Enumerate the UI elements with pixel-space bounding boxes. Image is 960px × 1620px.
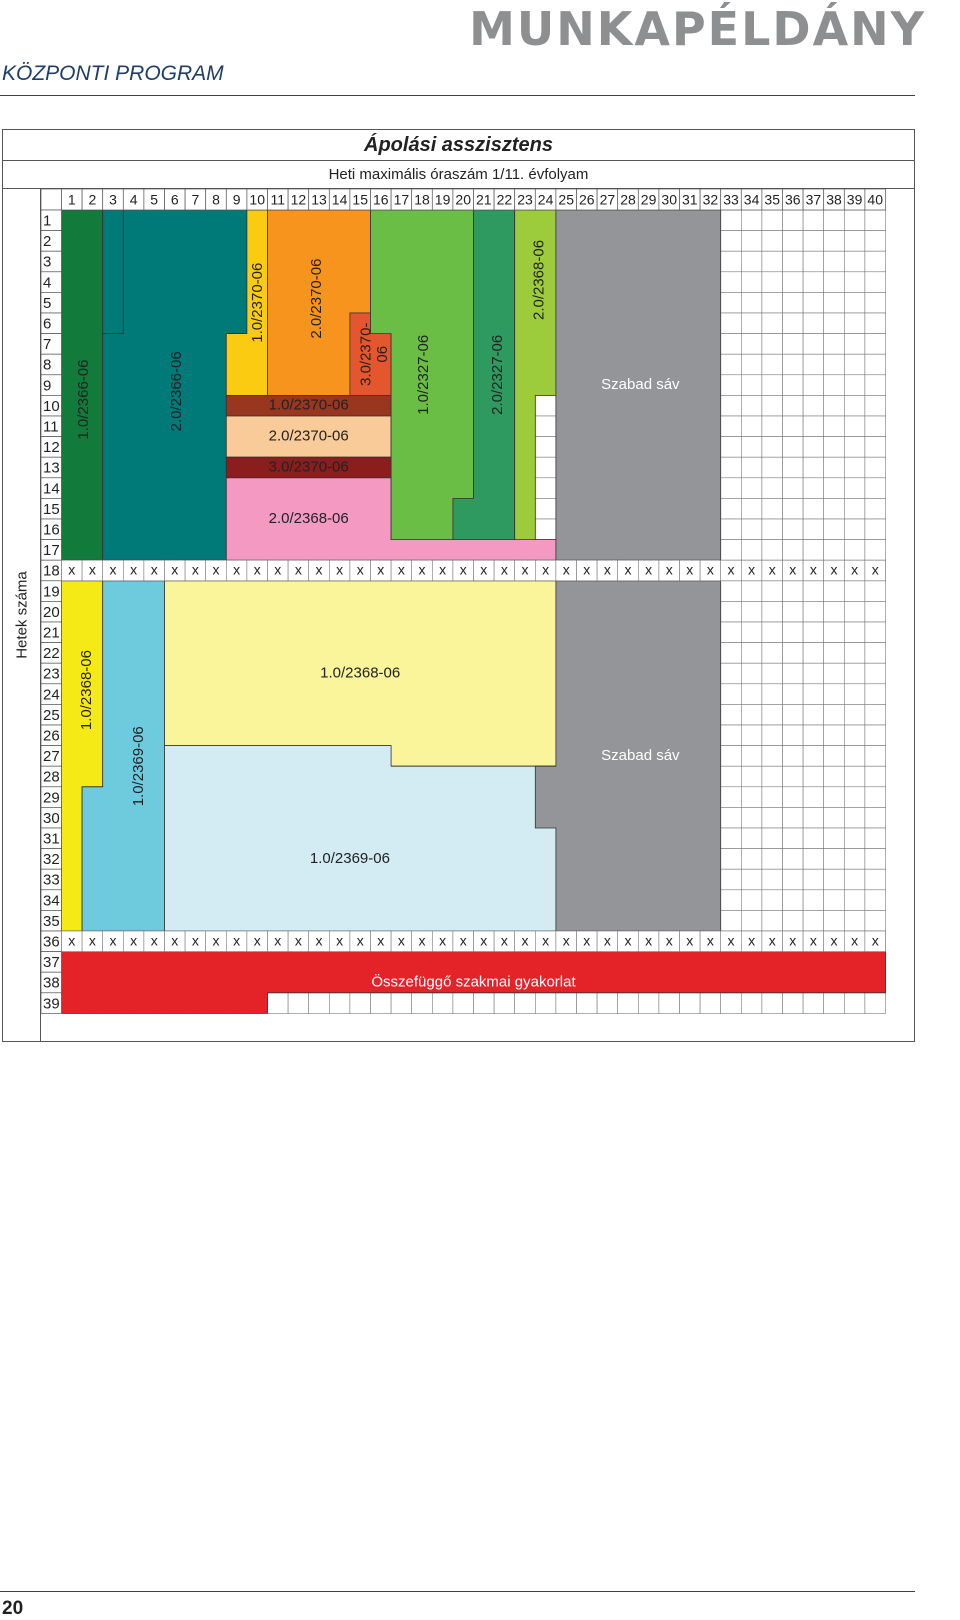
column-header-label: 16	[373, 191, 389, 208]
row-header-label: 5	[43, 294, 52, 312]
row-header-label: 9	[43, 377, 52, 395]
break-mark: x	[789, 932, 797, 949]
break-mark: x	[418, 561, 426, 578]
module-block-label: 2.0/2368-06	[530, 239, 548, 321]
break-mark: x	[871, 561, 879, 578]
module-block-label: Szabad sáv	[601, 376, 680, 394]
break-mark: x	[397, 932, 405, 949]
break-mark: x	[377, 932, 385, 949]
row-header-label: 18	[43, 562, 60, 580]
break-mark: x	[377, 561, 385, 578]
row-header-label: 26	[43, 727, 60, 745]
break-mark: x	[171, 932, 179, 949]
module-block-label: 1.0/2327-06	[415, 334, 433, 415]
break-mark: x	[274, 932, 282, 949]
row-header-label: 32	[43, 851, 60, 869]
module-block	[165, 746, 556, 931]
row-header-label: 36	[43, 933, 60, 951]
module-block-label: 1.0/2370-06	[249, 262, 267, 343]
column-header-label: 7	[191, 191, 200, 208]
column-header-label: 2	[88, 191, 97, 208]
break-mark: x	[748, 932, 756, 949]
column-header-label: 9	[232, 191, 241, 208]
break-mark: x	[191, 561, 199, 578]
break-mark: x	[150, 561, 158, 578]
column-header-label: 19	[434, 191, 451, 208]
break-mark: x	[459, 561, 467, 578]
column-header-label: 14	[331, 191, 348, 208]
column-header-label: 25	[558, 191, 574, 208]
row-header-label: 37	[43, 954, 60, 972]
row-header-label: 20	[43, 603, 60, 621]
row-header-label: 34	[43, 892, 60, 910]
column-header-label: 31	[682, 191, 698, 208]
break-mark: x	[562, 932, 570, 949]
break-mark: x	[480, 932, 488, 949]
column-header-label: 37	[805, 191, 822, 208]
break-mark: x	[109, 932, 117, 949]
module-block-label: 1.0/2368-06	[78, 650, 96, 731]
break-mark: x	[356, 561, 364, 578]
break-mark: x	[171, 561, 179, 578]
break-mark: x	[583, 932, 591, 949]
break-mark: x	[789, 561, 797, 578]
module-block-label: Összefüggő szakmai gyakorlat	[371, 973, 576, 991]
row-header-label: 1	[43, 212, 52, 230]
break-mark: x	[336, 932, 344, 949]
break-mark: x	[521, 932, 529, 949]
column-header-label: 33	[723, 191, 739, 208]
column-header-label: 29	[640, 191, 657, 208]
column-header-label: 36	[785, 191, 801, 208]
table-title: Ápolási asszisztens	[2, 129, 915, 161]
row-header-label: 30	[43, 809, 60, 827]
column-header-label: 4	[129, 191, 138, 208]
row-header-label: 14	[43, 480, 60, 498]
module-block-label: 3.0/2370-	[357, 322, 375, 386]
column-header-label: 15	[352, 191, 368, 208]
column-header-label: 21	[476, 191, 492, 208]
break-mark: x	[727, 561, 735, 578]
break-mark: x	[233, 932, 241, 949]
break-mark: x	[830, 932, 838, 949]
row-header-label: 19	[43, 583, 60, 601]
break-mark: x	[253, 561, 261, 578]
row-header-label: 28	[43, 768, 60, 786]
break-mark: x	[645, 561, 653, 578]
break-mark: x	[439, 932, 447, 949]
column-header-label: 24	[537, 191, 554, 208]
break-mark: x	[294, 561, 302, 578]
break-mark: x	[439, 561, 447, 578]
row-header-label: 4	[43, 274, 52, 292]
header-corner-cell	[41, 189, 62, 210]
break-mark: x	[727, 932, 735, 949]
break-mark: x	[624, 932, 632, 949]
break-mark: x	[809, 932, 817, 949]
table-subtitle: Heti maximális óraszám 1/11. évfolyam	[2, 160, 915, 189]
row-header-label: 38	[43, 974, 60, 992]
module-block-label: 2.0/2368-06	[268, 509, 349, 527]
column-header-label: 30	[661, 191, 677, 208]
break-mark: x	[542, 561, 550, 578]
column-header-label: 35	[764, 191, 780, 208]
break-mark: x	[851, 561, 859, 578]
row-header-label: 2	[43, 233, 52, 251]
break-mark: x	[130, 932, 138, 949]
break-mark: x	[336, 561, 344, 578]
break-mark: x	[459, 932, 467, 949]
break-mark: x	[686, 932, 694, 949]
break-mark: x	[521, 561, 529, 578]
column-header-label: 3	[109, 191, 117, 208]
break-mark: x	[603, 932, 611, 949]
break-mark: x	[315, 561, 323, 578]
break-mark: x	[397, 561, 405, 578]
row-header-label: 24	[43, 686, 60, 704]
break-mark: x	[480, 561, 488, 578]
column-header-label: 23	[517, 191, 533, 208]
column-header-label: 13	[311, 191, 327, 208]
break-mark: x	[500, 561, 508, 578]
row-header-label: 33	[43, 871, 60, 889]
column-header-label: 38	[826, 191, 842, 208]
watermark-title: MUNKAPÉLDÁNY	[469, 2, 926, 56]
module-block-label: 1.0/2366-06	[75, 359, 93, 440]
row-header-label: 6	[43, 315, 52, 333]
module-block-label: 06	[373, 345, 391, 363]
column-header-label: 39	[846, 191, 863, 208]
break-mark: x	[88, 561, 96, 578]
break-mark: x	[768, 932, 776, 949]
break-mark: x	[68, 561, 76, 578]
row-header-label: 23	[43, 665, 60, 683]
break-mark: x	[603, 561, 611, 578]
break-mark: x	[851, 932, 859, 949]
break-mark: x	[88, 932, 96, 949]
section-title: KÖZPONTI PROGRAM	[2, 62, 224, 85]
break-mark: x	[68, 932, 76, 949]
column-header-label: 18	[414, 191, 430, 208]
row-header-label: 7	[43, 336, 52, 354]
break-mark: x	[809, 561, 817, 578]
footer-divider	[0, 1591, 915, 1592]
break-mark: x	[212, 561, 220, 578]
break-mark: x	[150, 932, 158, 949]
row-axis-label: Hetek száma	[13, 571, 31, 659]
module-block-label: 1.0/2368-06	[320, 664, 401, 682]
break-mark: x	[418, 932, 426, 949]
row-header-label: 11	[43, 418, 59, 436]
row-header-label: 27	[43, 748, 60, 766]
row-header-label: 17	[43, 542, 60, 560]
break-mark: x	[130, 561, 138, 578]
break-mark: x	[212, 932, 220, 949]
break-mark: x	[253, 932, 261, 949]
row-header-label: 8	[43, 356, 52, 374]
break-mark: x	[706, 561, 714, 578]
column-header-label: 5	[150, 191, 159, 208]
module-block	[103, 210, 124, 334]
module-block-label: 2.0/2327-06	[489, 334, 507, 415]
break-mark: x	[315, 932, 323, 949]
row-header-label: 13	[43, 459, 60, 477]
column-header-label: 8	[212, 191, 220, 208]
row-header-label: 39	[43, 995, 60, 1013]
break-mark: x	[748, 561, 756, 578]
row-header-label: 22	[43, 645, 60, 663]
row-header-label: 16	[43, 521, 60, 539]
module-block-label: 1.0/2370-06	[268, 396, 349, 414]
column-header-label: 20	[455, 191, 471, 208]
break-mark: x	[191, 932, 199, 949]
row-header-label: 31	[43, 830, 60, 848]
break-mark: x	[294, 932, 302, 949]
break-mark: x	[665, 561, 673, 578]
module-block-label: 1.0/2369-06	[129, 726, 147, 807]
module-block-label: 2.0/2370-06	[307, 258, 325, 339]
column-header-label: 17	[393, 191, 410, 208]
break-mark: x	[645, 932, 653, 949]
module-block-label: 2.0/2370-06	[268, 427, 349, 445]
break-mark: x	[706, 932, 714, 949]
break-mark: x	[109, 561, 117, 578]
column-header-label: 34	[743, 191, 760, 208]
column-header-label: 11	[270, 191, 286, 208]
column-header-label: 10	[249, 191, 265, 208]
row-header-label: 12	[43, 439, 60, 457]
row-header-label: 25	[43, 706, 60, 724]
module-block-label: 1.0/2369-06	[309, 849, 390, 867]
column-header-label: 26	[579, 191, 595, 208]
break-mark: x	[500, 932, 508, 949]
break-mark: x	[768, 561, 776, 578]
column-header-label: 22	[496, 191, 513, 208]
row-header-label: 15	[43, 500, 60, 518]
break-mark: x	[686, 561, 694, 578]
row-header-label: 3	[43, 253, 52, 271]
break-mark: x	[274, 561, 282, 578]
module-block-label: 3.0/2370-06	[268, 458, 349, 476]
column-header-label: 1	[67, 191, 76, 208]
row-header-label: 35	[43, 912, 60, 930]
column-header-label: 28	[620, 191, 636, 208]
break-mark: x	[562, 561, 570, 578]
module-block-label: Szabad sáv	[601, 746, 680, 764]
break-mark: x	[830, 561, 838, 578]
row-header-label: 29	[43, 789, 60, 807]
break-mark: x	[871, 932, 879, 949]
break-mark: x	[233, 561, 241, 578]
break-mark: x	[542, 932, 550, 949]
break-mark: x	[665, 932, 673, 949]
column-header-label: 32	[702, 191, 719, 208]
break-mark: x	[624, 561, 632, 578]
column-header-label: 12	[290, 191, 307, 208]
column-header-label: 40	[867, 191, 883, 208]
column-header-label: 27	[599, 191, 616, 208]
row-header-label: 21	[43, 624, 60, 642]
page-number: 20	[2, 1598, 24, 1619]
break-mark: x	[583, 561, 591, 578]
module-block-label: 2.0/2366-06	[167, 351, 185, 432]
break-mark: x	[356, 932, 364, 949]
row-header-label: 10	[43, 397, 60, 415]
column-header-label: 6	[170, 191, 179, 208]
